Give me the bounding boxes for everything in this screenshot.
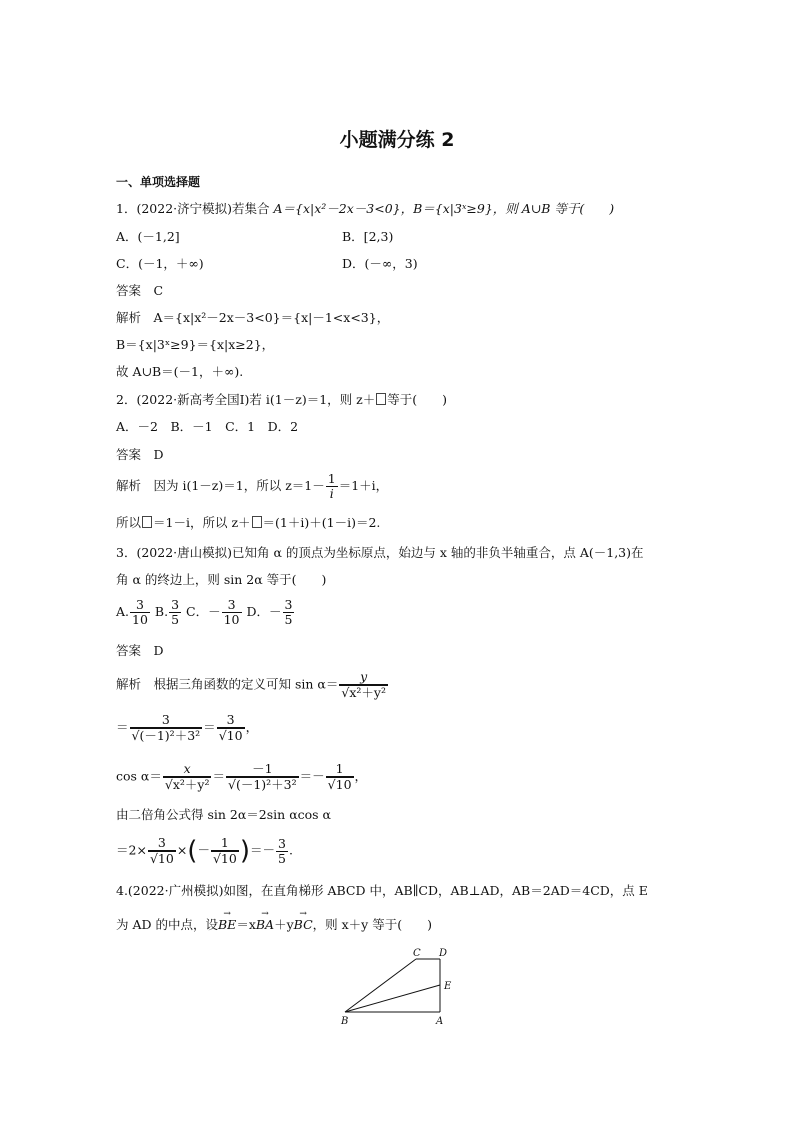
q1-answer: 答案 C (116, 283, 164, 298)
conjugate-z-glyph (376, 393, 386, 405)
q1-option-d: D．(－∞，3) (342, 256, 418, 271)
q3-options: A. $\frac{3}{10}$ B. $\frac{3}{5}$ C．－ $\frac{3}{10}$ D．－ $\frac{3}{5}$ (116, 597, 293, 627)
q2-options: A．－2 B．－1 C．1 D．2 (116, 419, 299, 434)
q1-stem: 1．(2022·济宁模拟)若集合 A＝{x|x²－2x－3<0}，B＝{x|3ˣ≥9}，则 A∪B 等于( ) (116, 201, 615, 216)
q1-option-b: B．[2,3) (342, 229, 394, 244)
q4-stem-line2: 为 AD 的中点，设→ BE＝x→ BA＋y→ BC，则 x＋y 等于( ) (116, 917, 432, 933)
q1-solution-line3: 故 A∪B＝(－1，＋∞). (116, 364, 244, 379)
label-e: E (444, 981, 452, 992)
q3-answer: 答案 D (116, 643, 164, 658)
segment-cb (345, 959, 416, 1012)
section-heading: 一、单项选择题 (116, 175, 201, 189)
page-title: 小题满分练 2 (339, 129, 455, 151)
label-b: B (341, 1016, 349, 1027)
q3-stem-line1: 3．(2022·唐山模拟)已知角 α 的顶点为坐标原点，始边与 x 轴的非负半轴重合，点 A(－1,3)在 (116, 545, 644, 560)
trapezoid-figure (330, 945, 470, 1029)
label-a: A (436, 1016, 444, 1027)
q1-solution-line1: 解析 A＝{x|x²－2x－3<0}＝{x|－1<x<3}， (116, 310, 390, 325)
q1-option-a: A．(－1,2] (116, 229, 180, 244)
q1-solution-line2: B＝{x|3ˣ≥9}＝{x|x≥2}， (116, 337, 275, 352)
label-c: C (413, 948, 421, 959)
q3-solution-line1: 解析 根据三角函数的定义可知 sin α＝ $\frac{y}{\text{√x²＋y²}}$ (116, 669, 386, 700)
q3-solution-line3: cos α＝ $\frac{x}{\text{√x²＋y²}}$ ＝ $\frac{-1}{\text{√(－1)²＋3²}}$ ＝－ $\frac{1}{√10}$ ， (116, 761, 368, 792)
q4-stem-line1: 4.(2022·广州模拟)如图，在直角梯形 ABCD 中，AB∥CD，AB⊥AD，AB＝2AD＝4CD，点 E (116, 883, 648, 898)
q2-solution-line1: 解析 因为 i(1－z)＝1，所以 z＝1－ $\frac{1}{i}$ ＝1＋i， (116, 471, 389, 501)
q2-stem: 2．(2022·新高考全国Ⅰ)若 i(1－z)＝1，则 z＋ 等于( ) (116, 392, 447, 407)
q2-answer: 答案 D (116, 447, 164, 462)
q3-solution-line4: 由二倍角公式得 sin 2α＝2sin αcos α (116, 807, 331, 822)
q1-option-c: C．(－1，＋∞) (116, 256, 204, 271)
segment-be (345, 985, 440, 1012)
q3-solution-line5: ＝2× $\frac{3}{√10}$ ×(－ $\frac{1}{√10}$ )＝－ $\frac{3}{5}$ . (116, 835, 293, 866)
label-d: D (439, 948, 448, 959)
q3-solution-line2: ＝ $\frac{3}{\text{√(－1)²＋3²}}$ ＝ $\frac{3}{√10}$ ， (116, 712, 259, 743)
q2-solution-line2: 所以 ＝1－i，所以 z＋ ＝(1＋i)＋(1－i)＝2. (116, 515, 381, 530)
q3-stem-line2: 角 α 的终边上，则 sin 2α 等于( ) (116, 572, 327, 587)
fraction-1-over-i: $\frac{1}{i}$ (327, 471, 336, 501)
